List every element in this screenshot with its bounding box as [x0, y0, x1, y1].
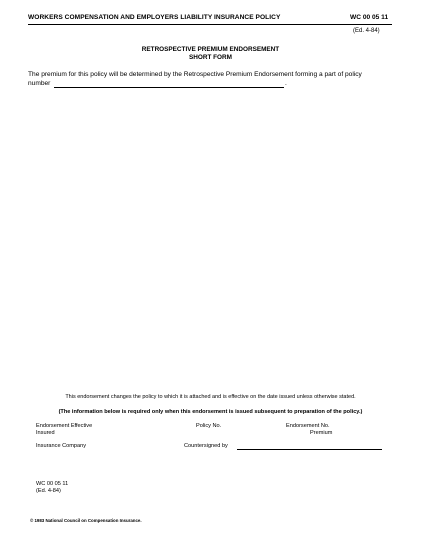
countersigned-by-label: Countersigned by — [184, 443, 228, 449]
insurance-company-label: Insurance Company — [36, 443, 87, 449]
header-divider — [28, 24, 392, 25]
premium-label: Premium — [310, 430, 333, 436]
policy-number-blank[interactable] — [54, 87, 284, 88]
header-form-number: WC 00 05 11 — [350, 14, 389, 21]
endorsement-no-label: Endorsement No. — [286, 423, 330, 429]
policy-no-label: Policy No. — [196, 423, 222, 429]
premium-paragraph-line1: The premium for this policy will be determined by the Retrospective Premium Endorsement forming a part of policy — [28, 71, 362, 78]
endorsement-subtitle: SHORT FORM — [189, 54, 232, 61]
premium-paragraph-line2: number — [28, 80, 51, 87]
footer-edition: (Ed. 4-84) — [36, 488, 61, 494]
policy-header-title: WORKERS COMPENSATION AND EMPLOYERS LIABILITY INSURANCE POLICY — [28, 14, 281, 21]
endorsement-changes-notice: This endorsement changes the policy to which it is attached and is effective on the date issued unless otherwise stated. — [65, 394, 356, 400]
insured-label: Insured — [36, 430, 55, 436]
countersigned-signature-line[interactable] — [237, 449, 382, 450]
endorsement-effective-label: Endorsement Effective — [36, 423, 93, 429]
endorsement-title: RETROSPECTIVE PREMIUM ENDORSEMENT — [141, 46, 280, 53]
paragraph-end-punctuation: . — [285, 80, 287, 87]
header-edition: (Ed. 4-84) — [353, 28, 380, 34]
copyright-notice: © 1983 National Council on Compensation Insurance. — [30, 518, 142, 523]
info-required-notice: (The information below is required only when this endorsement is issued subsequent to preparation of the policy.) — [58, 409, 363, 415]
footer-form-number: WC 00 05 11 — [36, 481, 69, 487]
